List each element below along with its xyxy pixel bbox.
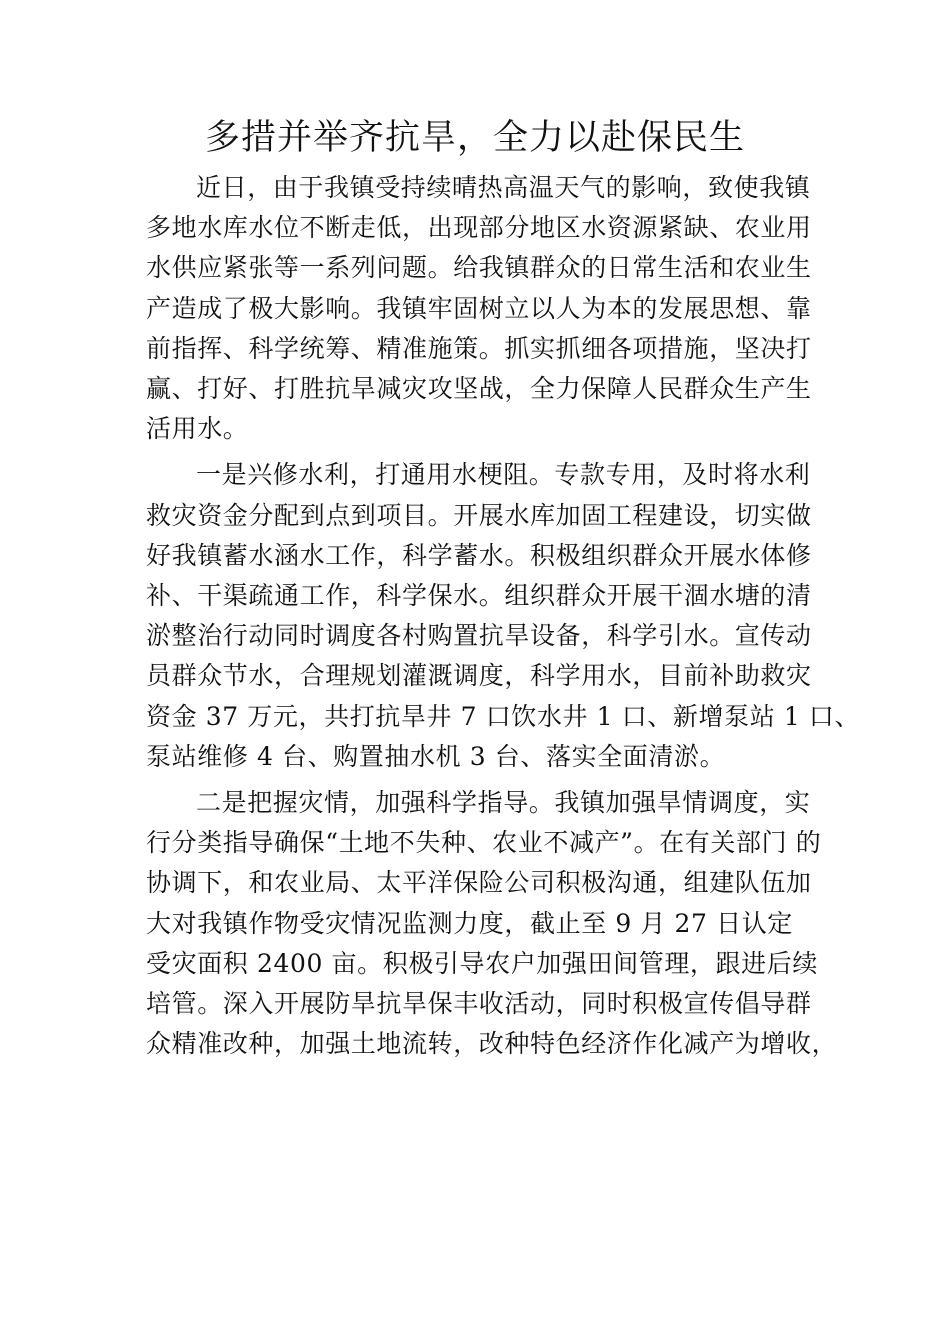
text-line: 泵站维修 4 台、购置抽水机 3 台、落实全面清淤。 xyxy=(146,741,726,771)
text-line: 行分类指导确保“土地不失种、农业不减产”。在有关部门 的 xyxy=(146,828,822,858)
text-line: 一是兴修水利，打通用水梗阻。专款专用，及时将水利 xyxy=(196,460,811,490)
text-line: 二是把握灾情，加强科学指导。我镇加强旱情调度，实 xyxy=(196,788,811,818)
text-line: 活用水。 xyxy=(146,414,249,444)
paragraph-intro xyxy=(146,168,826,449)
text-line: 补、干渠疏通工作，科学保水。组织群众开展干涸水塘的清 xyxy=(146,581,812,611)
document-title: 多措并举齐抗旱，全力以赴保民生 xyxy=(204,118,745,158)
text-line: 产造成了极大影响。我镇牢固树立以人为本的发展思想、靠 xyxy=(146,293,812,323)
text-line: 前指挥、科学统筹、精准施策。抓实抓细各项措施，坚决打 xyxy=(146,333,812,363)
text-line: 受灾面积 2400 亩。积极引导农户加强田间管理，跟进后续 xyxy=(146,948,818,978)
text-line: 大对我镇作物受灾情况监测力度，截止至 9 月 27 日认定 xyxy=(146,908,793,938)
text-line: 赢、打好、打胜抗旱减灾攻坚战，全力保障人民群众生产生 xyxy=(146,374,812,404)
text-line: 众精准改种，加强土地流转，改种特色经济作化减产为增收， xyxy=(146,1029,838,1059)
text-line: 培管。深入开展防旱抗旱保丰收活动，同时积极宣传倡导群 xyxy=(146,989,812,1019)
paragraph-water-conservancy xyxy=(146,455,861,777)
text-line: 协调下，和农业局、太平洋保险公司积极沟通，组建队伍加 xyxy=(146,868,812,898)
text-line: 淤整治行动同时调度各村购置抗旱设备，科学引水。宣传动 xyxy=(146,621,812,651)
text-line: 资金 37 万元，共打抗旱井 7 口饮水井 1 口、新增泵站 1 口、 xyxy=(146,701,861,731)
text-line: 近日，由于我镇受持续晴热高温天气的影响，致使我镇 xyxy=(196,173,811,202)
text-line: 水供应紧张等一系列问题。给我镇群众的日常生活和农业生 xyxy=(146,253,812,283)
text-line: 好我镇蓄水涵水工作，科学蓄水。积极组织群众开展水体修 xyxy=(146,540,812,570)
text-line: 员群众节水，合理规划灌溉调度，科学用水，目前补助救灾 xyxy=(146,661,812,691)
text-line: 救灾资金分配到点到项目。开展水库加固工程建设，切实做 xyxy=(146,500,812,530)
text-line: 多地水库水位不断走低，出现部分地区水资源紧缺、农业用 xyxy=(146,213,812,243)
paragraph-disaster-guidance xyxy=(146,783,838,1064)
document-body xyxy=(146,168,861,1070)
